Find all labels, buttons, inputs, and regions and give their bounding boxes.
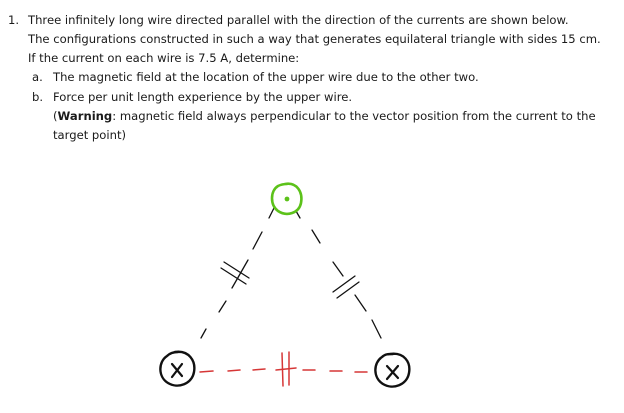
problem-number: 1. [8, 13, 20, 27]
x-symbol [387, 366, 398, 379]
intro-line-1: Three infinitely long wire directed parallel with the direction of the currents are shown below. [28, 13, 569, 27]
warning-label: Warning [57, 109, 113, 123]
x-symbol [172, 364, 182, 377]
left-side-segment [269, 208, 274, 218]
bottom-dash [200, 371, 213, 372]
right-side-segment [312, 230, 320, 243]
bottom-dash [253, 369, 265, 370]
right-side-segment [372, 320, 381, 338]
bottom-side-tick-marks [276, 352, 296, 386]
bottom-dash [228, 370, 240, 371]
intro-line-2: The configurations constructed in such a way that generates equilateral triangle with sides 15 cm. [28, 32, 601, 46]
wire-circle [375, 354, 409, 387]
item-a-text: The magnetic field at the location of the upper wire due to the other two. [53, 70, 479, 84]
warning-line-2: target point) [53, 128, 127, 142]
warning-text-1: : magnetic field always perpendicular to the vector position from the current to the [112, 109, 596, 123]
tick-mark [333, 276, 355, 292]
tick-crossbar [276, 368, 296, 370]
left-side [201, 208, 274, 338]
left-side-segment [253, 232, 262, 249]
right-wire-into-page [375, 354, 409, 387]
left-side-segment [201, 329, 206, 338]
item-b-marker: b. [32, 90, 44, 104]
warning-open-paren: ( [53, 109, 58, 123]
intro-line-3: If the current on each wire is 7.5 A, determine: [28, 51, 300, 65]
item-b-text: Force per unit length experience by the upper wire. [53, 90, 353, 104]
item-a-marker: a. [32, 70, 43, 84]
right-side-segment [333, 262, 343, 276]
right-side [296, 211, 381, 338]
left-wire-into-page [160, 352, 194, 386]
right-side-segment [355, 295, 366, 311]
top-wire-out-of-page [272, 184, 301, 214]
dot-symbol [285, 197, 290, 202]
left-side-segment [219, 301, 226, 312]
